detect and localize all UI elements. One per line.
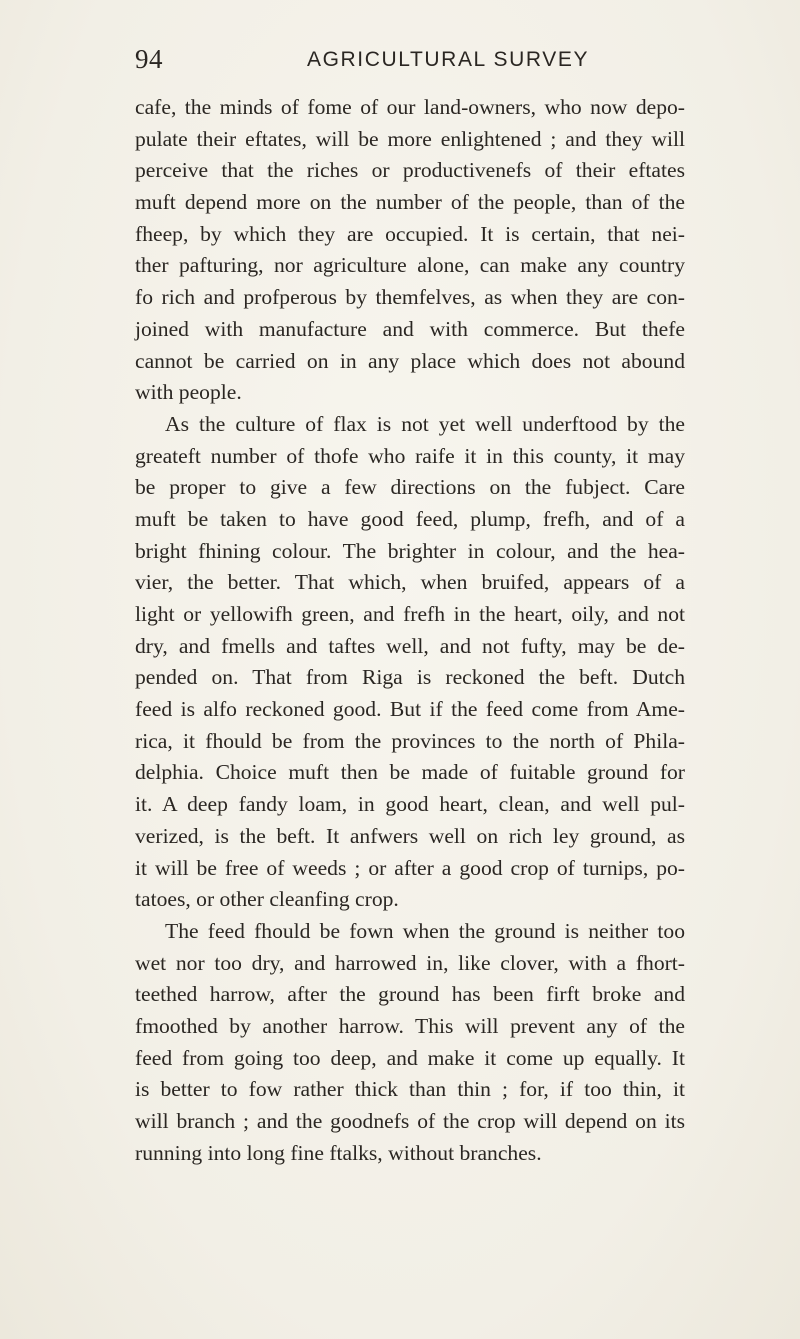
text-line: bright fhining colour. The brighter in colour, and the hea- [135, 538, 685, 563]
body-text [135, 92, 685, 1169]
text-line: muft depend more on the number of the people, than of the [135, 190, 685, 215]
text-line: perceive that the riches or productivenefs of their eftates [135, 158, 685, 183]
text-line: cannot be carried on in any place which does not abound [135, 348, 685, 373]
text-line: pulate their eftates, will be more enlightened ; and they will [135, 126, 685, 151]
paragraph-start-line: The feed fhould be fown when the ground is neither too [165, 918, 685, 943]
text-line: fheep, by which they are occupied. It is certain, that nei- [135, 221, 685, 246]
text-line: be proper to give a few directions on the fubject. Care [135, 475, 685, 500]
text-line: dry, and fmells and taftes well, and not fufty, may be de- [135, 633, 685, 658]
text-line: delphia. Choice muft then be made of fuitable ground for [135, 760, 685, 785]
text-line: greateft number of thofe who raife it in this county, it may [135, 443, 685, 468]
text-line: pended on. That from Riga is reckoned the beft. Dutch [135, 665, 685, 690]
text-line: wet nor too dry, and harrowed in, like clover, with a fhort- [135, 950, 685, 975]
paragraph-end-line: tatoes, or other cleanfing crop. [135, 887, 399, 912]
text-line: rica, it fhould be from the provinces to the north of Phila- [135, 728, 685, 753]
text-line: feed is alfo reckoned good. But if the feed come from Ame- [135, 697, 685, 722]
text-line: it will be free of weeds ; or after a good crop of turnips, po- [135, 855, 685, 880]
text-line: teethed harrow, after the ground has been firft broke and [135, 982, 685, 1007]
text-line: fmoothed by another harrow. This will prevent any of the [135, 1013, 685, 1038]
text-line: it. A deep fandy loam, in good heart, clean, and well pul- [135, 792, 685, 817]
page-number: 94 [135, 44, 163, 74]
text-line: fo rich and profperous by themfelves, as when they are con- [135, 285, 685, 310]
paragraph-end-line: with people. [135, 380, 242, 405]
text-line: will branch ; and the goodnefs of the crop will depend on its [135, 1109, 685, 1133]
text-line: muft be taken to have good feed, plump, frefh, and of a [135, 506, 685, 531]
text-line: is better to fow rather thick than thin ; for, if too thin, it [135, 1077, 685, 1102]
text-line: vier, the better. That which, when bruifed, appears of a [135, 570, 685, 595]
running-head: AGRICULTURAL SURVEY [307, 48, 590, 71]
text-line: ther pafturing, nor agriculture alone, can make any country [135, 253, 685, 278]
text-line: light or yellowifh green, and frefh in the heart, oily, and not [135, 602, 685, 626]
page-header [135, 44, 685, 74]
text-line: joined with manufacture and with commerce. But thefe [135, 316, 685, 341]
paragraph-start-line: As the culture of flax is not yet well underftood by the [165, 411, 685, 436]
paragraph-end-line: running into long fine ftalks, without branches. [135, 1140, 542, 1165]
text-line: feed from going too deep, and make it come up equally. It [135, 1045, 685, 1070]
text-line: cafe, the minds of fome of our land-owners, who now depo- [135, 95, 685, 119]
text-line: verized, is the beft. It anfwers well on rich ley ground, as [135, 823, 685, 848]
